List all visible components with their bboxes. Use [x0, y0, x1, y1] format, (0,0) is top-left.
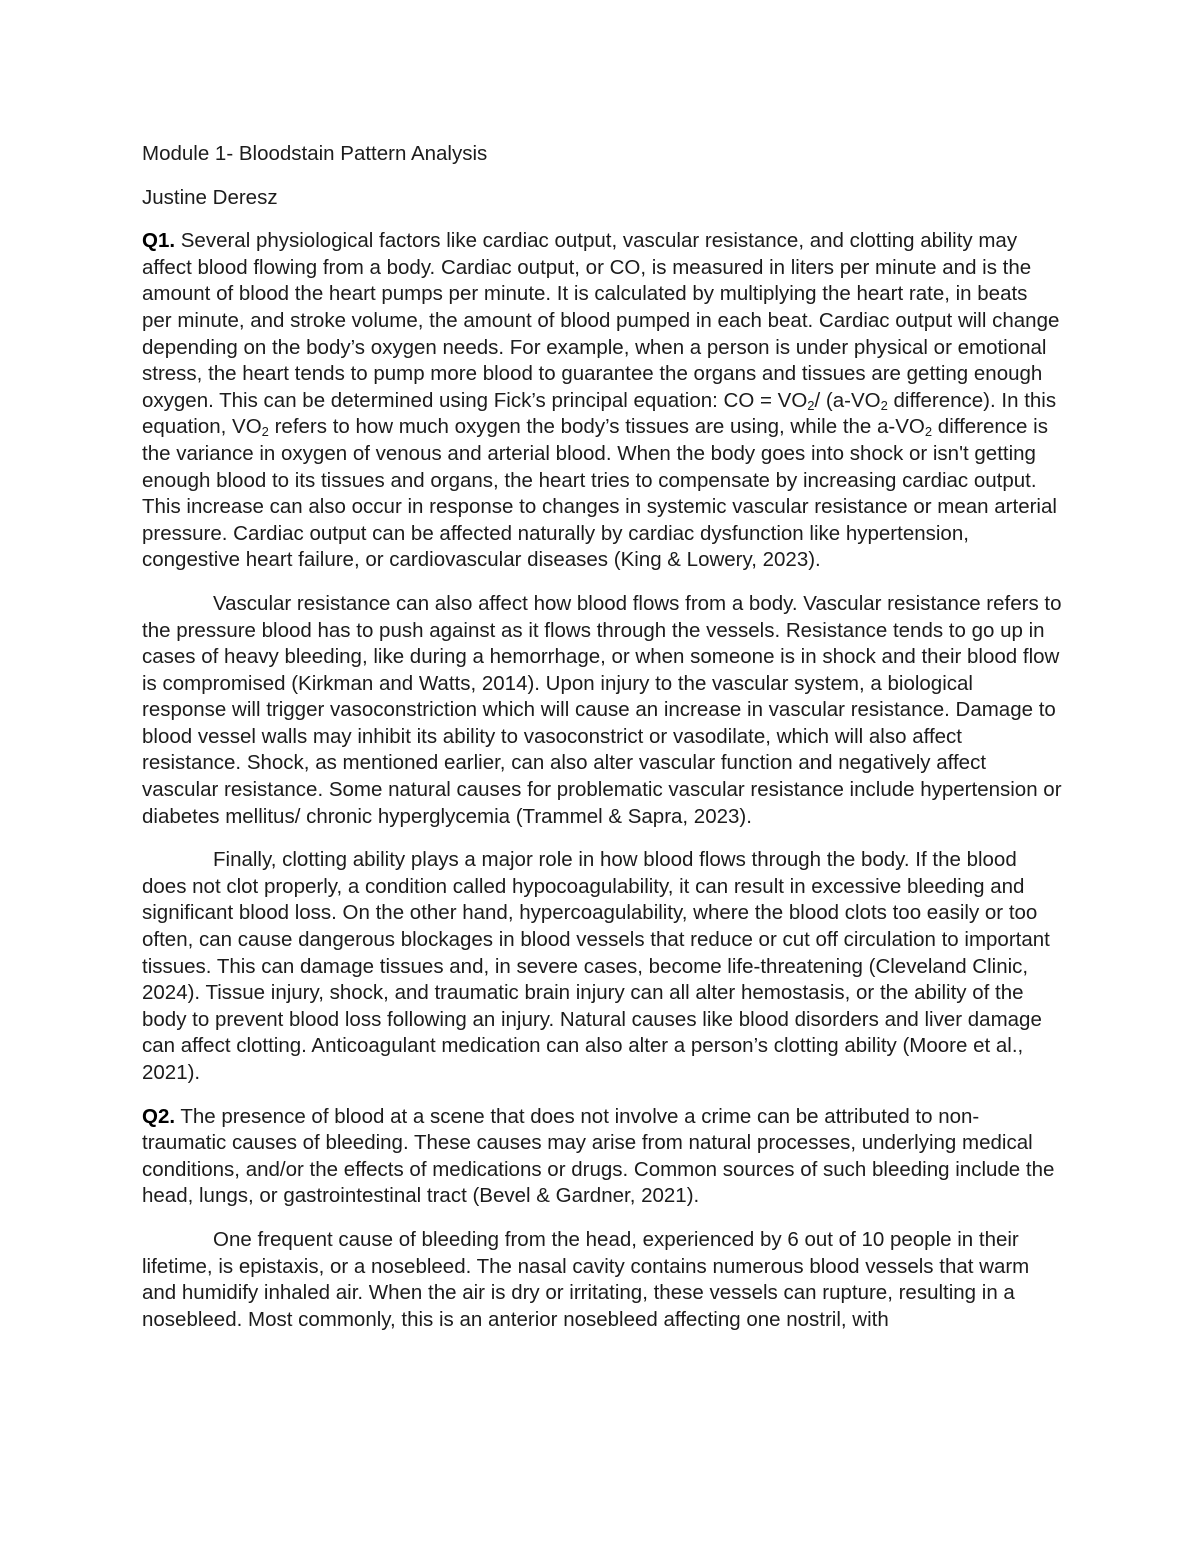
q2-paragraph-epistaxis: One frequent cause of bleeding from the head, experienced by 6 out of 10 people in their lifetime, is epistaxis, or a nosebleed. The nasal cavity contains numerous blood vessels that warm and humidify inhaled air. When the air is dry or irritating, these vessels can rupture, resulting in a nosebleed. Most commonly, this is an anterior nosebleed affecting one nostril, with — [142, 1227, 1030, 1331]
q1-label: Q1. — [142, 229, 176, 253]
subscript-2: 2 — [807, 397, 815, 413]
q1-paragraph-vascular-resistance: Vascular resistance can also affect how blood flows from a body. Vascular resistance refers to the pressure blood has to push against as it flows through the vessels. Resistance tends to go up in cases of heavy bleeding, like during a hemorrhage, or when someone is in shock and their blood flow is compromised (Kirkman and Watts, 2014). Upon injury to the vascular system, a biological response will trigger vasoconstriction which will cause an increase in vascular resistance. Damage to blood vessel walls may inhibit its ability to vasoconstrict or vasodilate, which will also affect resistance. Shock, as mentioned earlier, can also alter vascular function and negatively affect vascular resistance. Some natural causes for problematic vascular resistance include hypertension or diabetes mellitus/ chronic hyperglycemia (Trammel & Sapra, 2023). — [142, 591, 1062, 828]
subscript-2: 2 — [261, 424, 269, 440]
q1-text-c: difference). In this equation, VO — [142, 388, 1057, 439]
subscript-2: 2 — [924, 424, 933, 440]
subscript-2: 2 — [880, 397, 888, 413]
q1-text-b: / (a-VO — [814, 388, 881, 412]
document-title: Module 1- Bloodstain Pattern Analysis — [142, 142, 488, 165]
q2-label: Q2. — [142, 1104, 176, 1128]
q1-text-d: refers to how much oxygen the body’s tissues are using, while the a-VO — [268, 415, 925, 439]
q2-paragraph-non-traumatic — [142, 1104, 1062, 1210]
author-name: Justine Deresz — [142, 185, 278, 209]
q1-text-e: difference is the variance in oxygen of venous and arterial blood. When the body goes into shock or isn't getting enough blood to its tissues and organs, the heart tries to compensate by increasing cardiac output. This increase can also occur in response to changes in systemic vascular resistance or mean arterial pressure. Cardiac output can be affected naturally by cardiac dysfunction like hypertension, congestive heart failure, or cardiovascular diseases (King & Lowery, 2023). — [142, 415, 1057, 572]
document-body — [142, 141, 1062, 1350]
q1-paragraph-clotting-ability: Finally, clotting ability plays a major role in how blood flows through the body. If the blood does not clot properly, a condition called hypocoagulability, it can result in excessive bleeding and significant blood loss. On the other hand, hypercoagulability, where the blood clots too easily or too often, can cause dangerous blockages in blood vessels that reduce or cut off circulation to important tissues. This can damage tissues and, in severe cases, become life-threatening (Cleveland Clinic, 2024). Tissue injury, shock, and traumatic brain injury can all alter hemostasis, or the ability of the body to prevent blood loss following an injury. Natural causes like blood disorders and liver damage can affect clotting. Anticoagulant medication can also alter a person’s clotting ability (Moore et al., 2021). — [142, 848, 1050, 1084]
q1-paragraph-cardiac-output — [142, 228, 1062, 574]
q1-text-a: Several physiological factors like cardiac output, vascular resistance, and clotting ability may affect blood flowing from a body. Cardiac output, or CO, is measured in liters per minute and is the amount of blood the heart pumps per minute. It is calculated by multiplying the heart rate, in beats per minute, and stroke volume, the amount of blood pumped in each beat. Cardiac output will change depending on the body’s oxygen needs. For example, when a person is under physical or emotional stress, the heart tends to pump more blood to guarantee the organs and tissues are getting enough oxygen. This can be determined using Fick’s principal equation: CO = VO — [142, 229, 1060, 412]
q2-text: The presence of blood at a scene that does not involve a crime can be attributed to non-traumatic causes of bleeding. These causes may arise from natural processes, underlying medical conditions, and/or the effects of medications or drugs. Common sources of such bleeding include the head, lungs, or gastrointestinal tract (Bevel & Gardner, 2021). — [142, 1104, 1055, 1208]
